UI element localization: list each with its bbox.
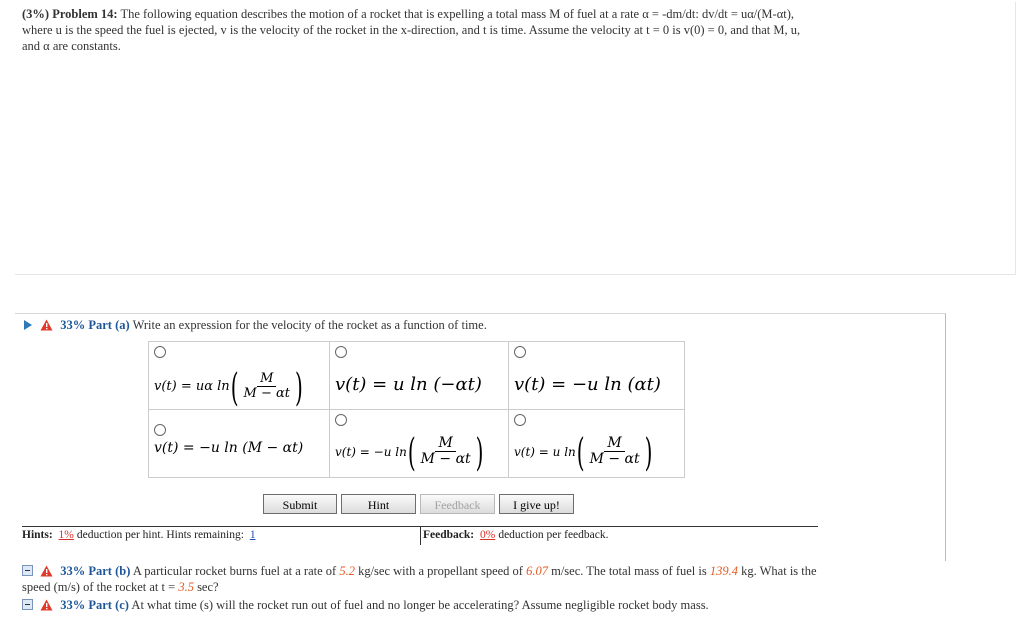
warning-icon [40, 565, 53, 577]
hint-button[interactable]: Hint [341, 494, 416, 514]
part-a-question: Write an expression for the velocity of the rocket as a function of time. [132, 318, 487, 332]
feedback-info: Feedback: 0% deduction per feedback. [420, 526, 818, 545]
part-c-header[interactable] [22, 598, 709, 613]
option-cell[interactable] [330, 410, 509, 478]
option-expression: v(t) = uα ln ( $\frac{M}{M - \alpha t}$ ) [154, 363, 303, 410]
radio-button[interactable] [154, 424, 166, 436]
option-cell[interactable] [509, 410, 685, 478]
expand-triangle-icon[interactable] [24, 320, 32, 330]
problem-statement: (3%) Problem 14: The following equation describes the motion of a rocket that is expelling a total mass M of fuel at a rate α = -dm/dt: dv/dt = uα/(M-αt), where u is the speed the fuel is ejected, v is the velocity of the rocket in the x-direction, and t is time. Assume the velocity at t = 0 is v(0) = 0, and that M, u, and α are constants. [22, 7, 801, 53]
part-b-continued: speed (m/s) of the rocket at t = 3.5 sec? [22, 580, 219, 594]
option-expression: v(t) = −u ln (M − αt) [154, 440, 304, 456]
answer-options [148, 341, 685, 478]
warning-icon [40, 599, 53, 611]
hints-remaining-link[interactable]: 1 [249, 529, 256, 541]
part-c-label: 33% Part (c) [60, 598, 129, 612]
option-cell[interactable] [149, 342, 330, 410]
radio-button[interactable] [335, 414, 347, 426]
part-a-label: 33% Part (a) [60, 318, 130, 332]
collapse-icon[interactable] [22, 599, 33, 610]
option-cell[interactable] [149, 410, 330, 478]
radio-button[interactable] [514, 346, 526, 358]
speed-value: 6.07 [526, 564, 548, 578]
option-expression: v(t) = −u ln (αt) [514, 374, 661, 395]
option-cell[interactable] [509, 342, 685, 410]
mass-value: 139.4 [709, 564, 738, 578]
radio-button[interactable] [514, 414, 526, 426]
hints-info: Hints: 1% deduction per hint. Hints remaining: 1 [22, 526, 420, 545]
problem-label: (3%) Problem 14: [22, 7, 118, 21]
part-c-question: At what time (s) will the rocket run out of fuel and no longer be accelerating? Assume negligible rocket body mass. [131, 598, 709, 612]
warning-icon [40, 319, 53, 331]
give-up-button[interactable]: I give up! [499, 494, 574, 514]
part-a-header[interactable] [24, 318, 487, 333]
radio-button[interactable] [154, 346, 166, 358]
rate-value: 5.2 [339, 564, 355, 578]
part-b-label: 33% Part (b) [60, 564, 131, 578]
option-expression: v(t) = −u ln ( $\frac{M}{M - \alpha t}$ ) [335, 429, 484, 475]
option-expression: v(t) = u ln ( $\frac{M}{M - \alpha t}$ ) [514, 429, 653, 475]
part-b-header[interactable]: 33% Part (b) A particular rocket burns fuel at a rate of 5.2 kg/sec with a propellant speed of 6.07 m/sec. The total mass of fuel is 139.4 kg. What is the [22, 564, 817, 579]
submit-button[interactable]: Submit [263, 494, 337, 514]
option-cell[interactable] [330, 342, 509, 410]
radio-button[interactable] [335, 346, 347, 358]
collapse-icon[interactable] [22, 565, 33, 576]
time-value: 3.5 [178, 580, 194, 594]
feedback-button[interactable]: Feedback [420, 494, 495, 514]
option-expression: v(t) = u ln (−αt) [335, 374, 482, 395]
